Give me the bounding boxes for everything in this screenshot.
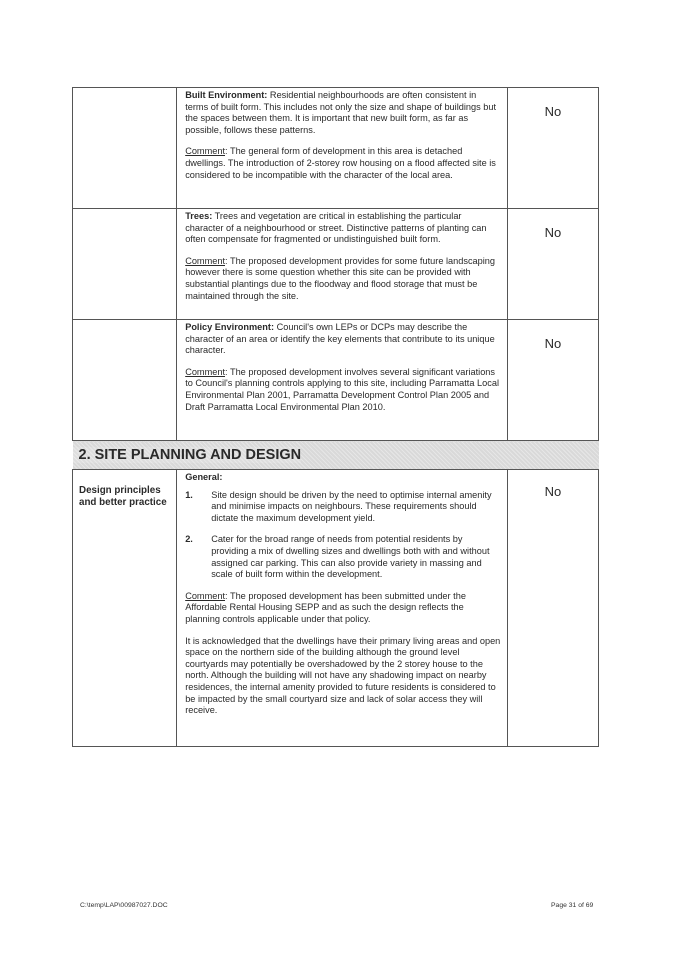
comment-label: Comment <box>185 255 226 266</box>
list-item <box>185 534 501 580</box>
footer-file-path: C:\temp\LAP\00987027.DOC <box>80 902 168 909</box>
section-label: Design principles and better practice <box>73 470 177 747</box>
list-item <box>185 490 501 525</box>
criterion-cell <box>177 209 508 320</box>
criterion-description: Built Environment: Residential neighbourhoods are often consistent in terms of built form. This includes not only the size and shape of buildings but the spaces between them. It is important that new built form, as far as possible, follows these patterns. <box>185 90 497 135</box>
criterion-comment: Comment: The general form of development in this area is detached dwellings. The introduction of 2-storey row housing on a flood affected site is considered to be incompatible with the character of the local area. <box>185 146 496 180</box>
numbered-list <box>185 490 501 581</box>
list-text: Site design should be driven by the need to optimise internal amenity and minimise impacts on neighbours. These requirements should dictate the maximum development yield. <box>211 489 492 523</box>
criterion-description: Policy Environment: Council's own LEPs or DCPs may describe the character of an area or identify the key elements that contribute to its unique character. <box>185 322 495 356</box>
criterion-description: Trees: Trees and vegetation are critical in establishing the particular character of a neighbourhood or street. Distinctive patterns of planting can often compensate for fragmented or undistinguished built form. <box>185 211 487 245</box>
criterion-comment: Comment: The proposed development has been submitted under the Affordable Rental Housing SEPP and as such the design reflects the planning controls applicable under that policy. <box>185 590 466 624</box>
criterion-heading: General: <box>185 472 223 482</box>
label-cell <box>73 320 177 441</box>
compliance-answer: No <box>507 209 598 320</box>
criterion-cell <box>177 320 508 441</box>
comment-label: Comment <box>185 366 226 377</box>
compliance-answer: No <box>507 320 598 441</box>
comment-label: Comment <box>185 590 226 601</box>
comment-label: Comment <box>185 146 226 157</box>
comment-paragraph: It is acknowledged that the dwellings have their primary living areas and open space on the northern side of the building although the ground level courtyards may potentially be overshadowed by the 2 storey house to the north. Although the building will not have any shadowing impact on nearby residences, the internal amenity provided to future residents is considered to be impacted by the small courtyard size and lack of solar access they will receive. <box>185 635 501 716</box>
label-cell <box>73 88 177 209</box>
list-text: Cater for the broad range of needs from potential residents by providing a mix of dwelling sizes and dwellings both with and without assigned car parking. This can also provide variety in massing and scale of built form within the development. <box>211 534 490 580</box>
compliance-answer: No <box>507 88 598 209</box>
criterion-heading: Policy Environment: <box>185 322 275 332</box>
assessment-table <box>72 87 599 747</box>
list-number: 1. <box>185 489 193 500</box>
criterion-cell <box>177 470 508 747</box>
label-cell <box>73 209 177 320</box>
table-row <box>73 320 599 441</box>
table-row <box>73 209 599 320</box>
criterion-heading: Built Environment: <box>185 90 268 100</box>
table-row <box>73 470 599 747</box>
criterion-cell <box>177 88 508 209</box>
criterion-comment: Comment: The proposed development involves several significant variations to Council's planning controls applying to this site, including Parramatta Local Environmental Plan 2001, Parramatta Development Control Plan 2005 and Draft Parramatta Local Environmental Plan 2010. <box>185 366 499 412</box>
criterion-heading: Trees: <box>185 211 213 221</box>
list-number: 2. <box>185 534 193 545</box>
section-header-cell <box>73 441 599 470</box>
footer-page-number: Page 31 of 69 <box>551 902 594 909</box>
section-title: 2. SITE PLANNING AND DESIGN <box>73 447 302 463</box>
section-header-row <box>73 441 599 470</box>
compliance-answer: No <box>507 470 598 747</box>
table-row <box>73 88 599 209</box>
criterion-comment: Comment: The proposed development provides for some future landscaping however there is some question whether this site can be provided with substantial plantings due to the floodway and flood storage that must be maintained through the site. <box>185 255 496 301</box>
